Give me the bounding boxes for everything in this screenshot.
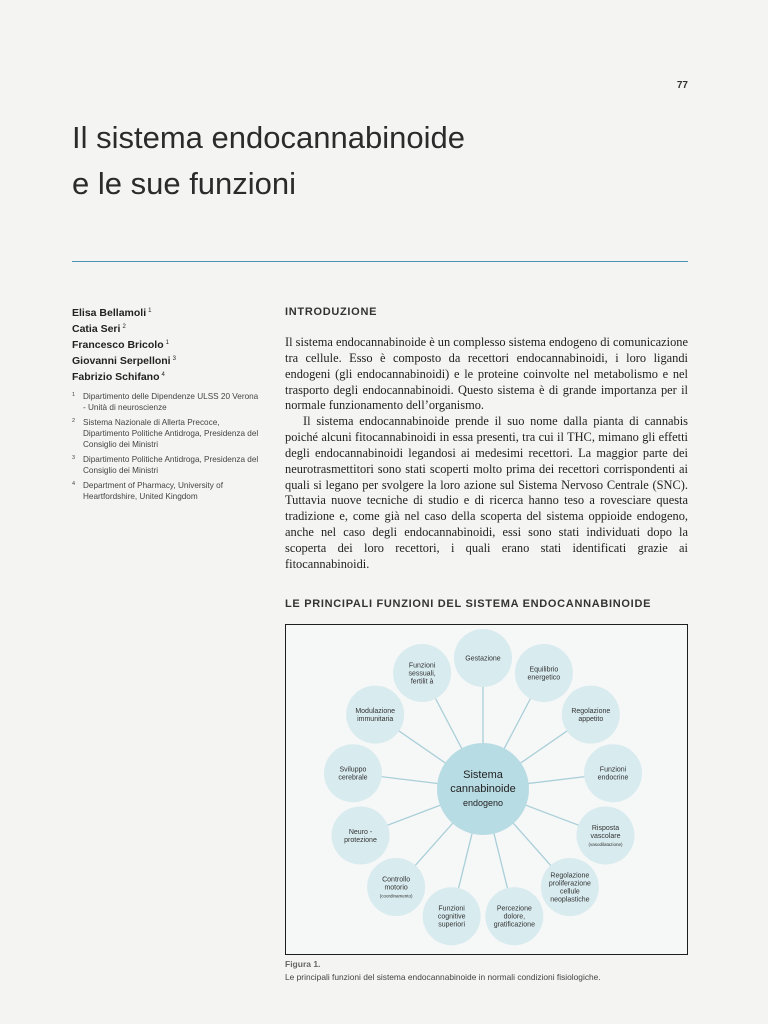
diagram-node <box>332 806 390 864</box>
diagram-node-label: cellule <box>559 888 580 896</box>
figure-caption-text: Le principali funzioni del sistema endocannabinoide in normali condizioni fisiologiche. <box>285 972 601 982</box>
intro-body <box>285 335 688 573</box>
diagram-node-label: protezione <box>344 836 377 844</box>
author-list <box>72 304 262 384</box>
diagram-node-label: fertilit à <box>410 678 434 686</box>
page-number: 77 <box>676 80 688 91</box>
diagram-node-label: endocrine <box>597 774 629 782</box>
diagram-node <box>367 858 425 916</box>
diagram-node-label: Funzioni <box>408 662 436 670</box>
diagram-node-label: proliferazione <box>548 880 591 888</box>
diagram-node-label: neoplastiche <box>550 896 590 904</box>
diagram-node-note: (vasodilatazione) <box>588 841 623 847</box>
affiliation: 2 Sistema Nazionale di Allerta Precoce, Dipartimento Politiche Antidroga, Presidenza del Consiglio dei Ministri <box>72 418 259 449</box>
diagram-node-label: Funzioni <box>438 905 465 913</box>
diagram-node <box>485 887 543 945</box>
diagram-node <box>562 686 620 744</box>
intro-heading: INTRODUZIONE <box>285 306 378 318</box>
diagram-node-label: gratificazione <box>493 921 535 929</box>
diagram-node <box>584 744 642 802</box>
affiliation: 3 Dipartimento Politiche Antidroga, Presidenza del Consiglio dei Ministri <box>72 455 259 475</box>
author: Elisa Bellamoli $^1$ <box>72 307 152 319</box>
diagram-node-label: Equilibrio <box>529 666 559 674</box>
diagram-node-label: appetito <box>578 716 604 724</box>
diagram-node-label: motorio <box>384 884 408 892</box>
diagram-node <box>515 644 573 702</box>
diagram-node-label: superiori <box>438 921 466 929</box>
diagram-node-label: Gestazione <box>465 655 501 663</box>
diagram-node-label: sessuali, <box>408 670 436 678</box>
diagram-node-label: Regolazione <box>571 708 611 716</box>
author: Giovanni Serpelloni $^3$ <box>72 355 176 367</box>
title-line-2: e le sue funzioni <box>72 166 297 201</box>
paragraph: Il sistema endocannabinoide prende il suo nome dalla pianta di cannabis poiché alcuni fitocannabinoidi in essa presenti, tra cui il THC, mimano gli effetti degli endocannabinoidi legandosi ai medesimi recettori. La maggior parte dei neurotrasmettitori sono stati scoperti molto prima dei recettori corrispondenti ai quali si legano per svolgere la loro azione sul Sistema Nervoso Centrale (SNC). Tuttavia nuove tecniche di studio e di ricerca hanno teso a rovesciare questa tradizione e, come già nel caso della scoperta del sistema oppioide endogeno, anche nel caso degli endocannabinoidi, essi sono stati individuati dopo la scoperta dei loro recettori, i quali erano stati identificati grazie ai fitocannabinoidi. <box>285 414 688 571</box>
diagram-node <box>346 686 404 744</box>
diagram-node <box>576 806 634 864</box>
diagram-node <box>541 858 599 916</box>
diagram-node <box>393 644 451 702</box>
paragraph: Il sistema endocannabinoide è un complesso sistema endogeno di comunicazione tra cellule. Esso è composto da recettori endocannabinoidi, i loro ligandi endogeni (gli endocannabinoidi) e le proteine coinvolte nel metabolismo e nel trasporto degli endocannabinoidi. Questo sistema è di grande importanza per il normale funzionamento dell’organismo. <box>285 335 688 413</box>
author: Catia Seri $^2$ <box>72 323 126 335</box>
diagram-node-label: Sviluppo <box>339 766 367 774</box>
figure-heading: LE PRINCIPALI FUNZIONI DEL SISTEMA ENDOCANNABINOIDE <box>285 598 652 610</box>
diagram-node-label: cerebrale <box>338 774 368 782</box>
diagram-node-label: immunitaria <box>357 716 394 724</box>
diagram-center-label: Sistema <box>463 769 503 781</box>
author: Fabrizio Schifano $^4$ <box>72 371 165 383</box>
diagram-node-label: dolore, <box>503 913 526 921</box>
diagram-node-label: Percezione <box>496 905 532 913</box>
diagram-node <box>324 744 382 802</box>
diagram-node-label: Funzioni <box>599 766 627 774</box>
diagram-center <box>437 743 529 835</box>
diagram-center-label: endogeno <box>462 798 504 808</box>
affiliation-list <box>72 391 262 506</box>
diagram-node-label: Controllo <box>382 876 411 884</box>
diagram-node-label: vascolare <box>590 832 621 840</box>
affiliation: 1 Dipartimento delle Dipendenze ULSS 20 Verona - Unità di neuroscienze <box>72 392 259 412</box>
diagram-node <box>454 629 512 687</box>
diagram-node-label: Regolazione <box>550 872 590 880</box>
figure-caption-label: Figura 1. <box>285 959 321 969</box>
author: Francesco Bricolo $^1$ <box>72 339 169 351</box>
page-title <box>72 115 672 207</box>
title-line-1: Il sistema endocannabinoide <box>72 120 465 155</box>
diagram-node-label: Risposta <box>591 824 620 832</box>
diagram-node-label: Modulazione <box>355 708 396 716</box>
diagram-node <box>423 887 481 945</box>
endocannabinoid-diagram <box>286 625 687 954</box>
diagram-center-label: cannabinoide <box>450 783 516 795</box>
diagram-node-label: cognitive <box>437 913 466 921</box>
figure-frame <box>285 624 688 955</box>
affiliation: 4 Department of Pharmacy, University of Heartfordshire, United Kingdom <box>72 481 223 501</box>
diagram-node-note: (coordinamento) <box>379 893 413 899</box>
title-divider <box>72 261 688 262</box>
diagram-node-label: energetico <box>527 674 561 682</box>
diagram-node-label: Neuro - <box>348 828 373 836</box>
